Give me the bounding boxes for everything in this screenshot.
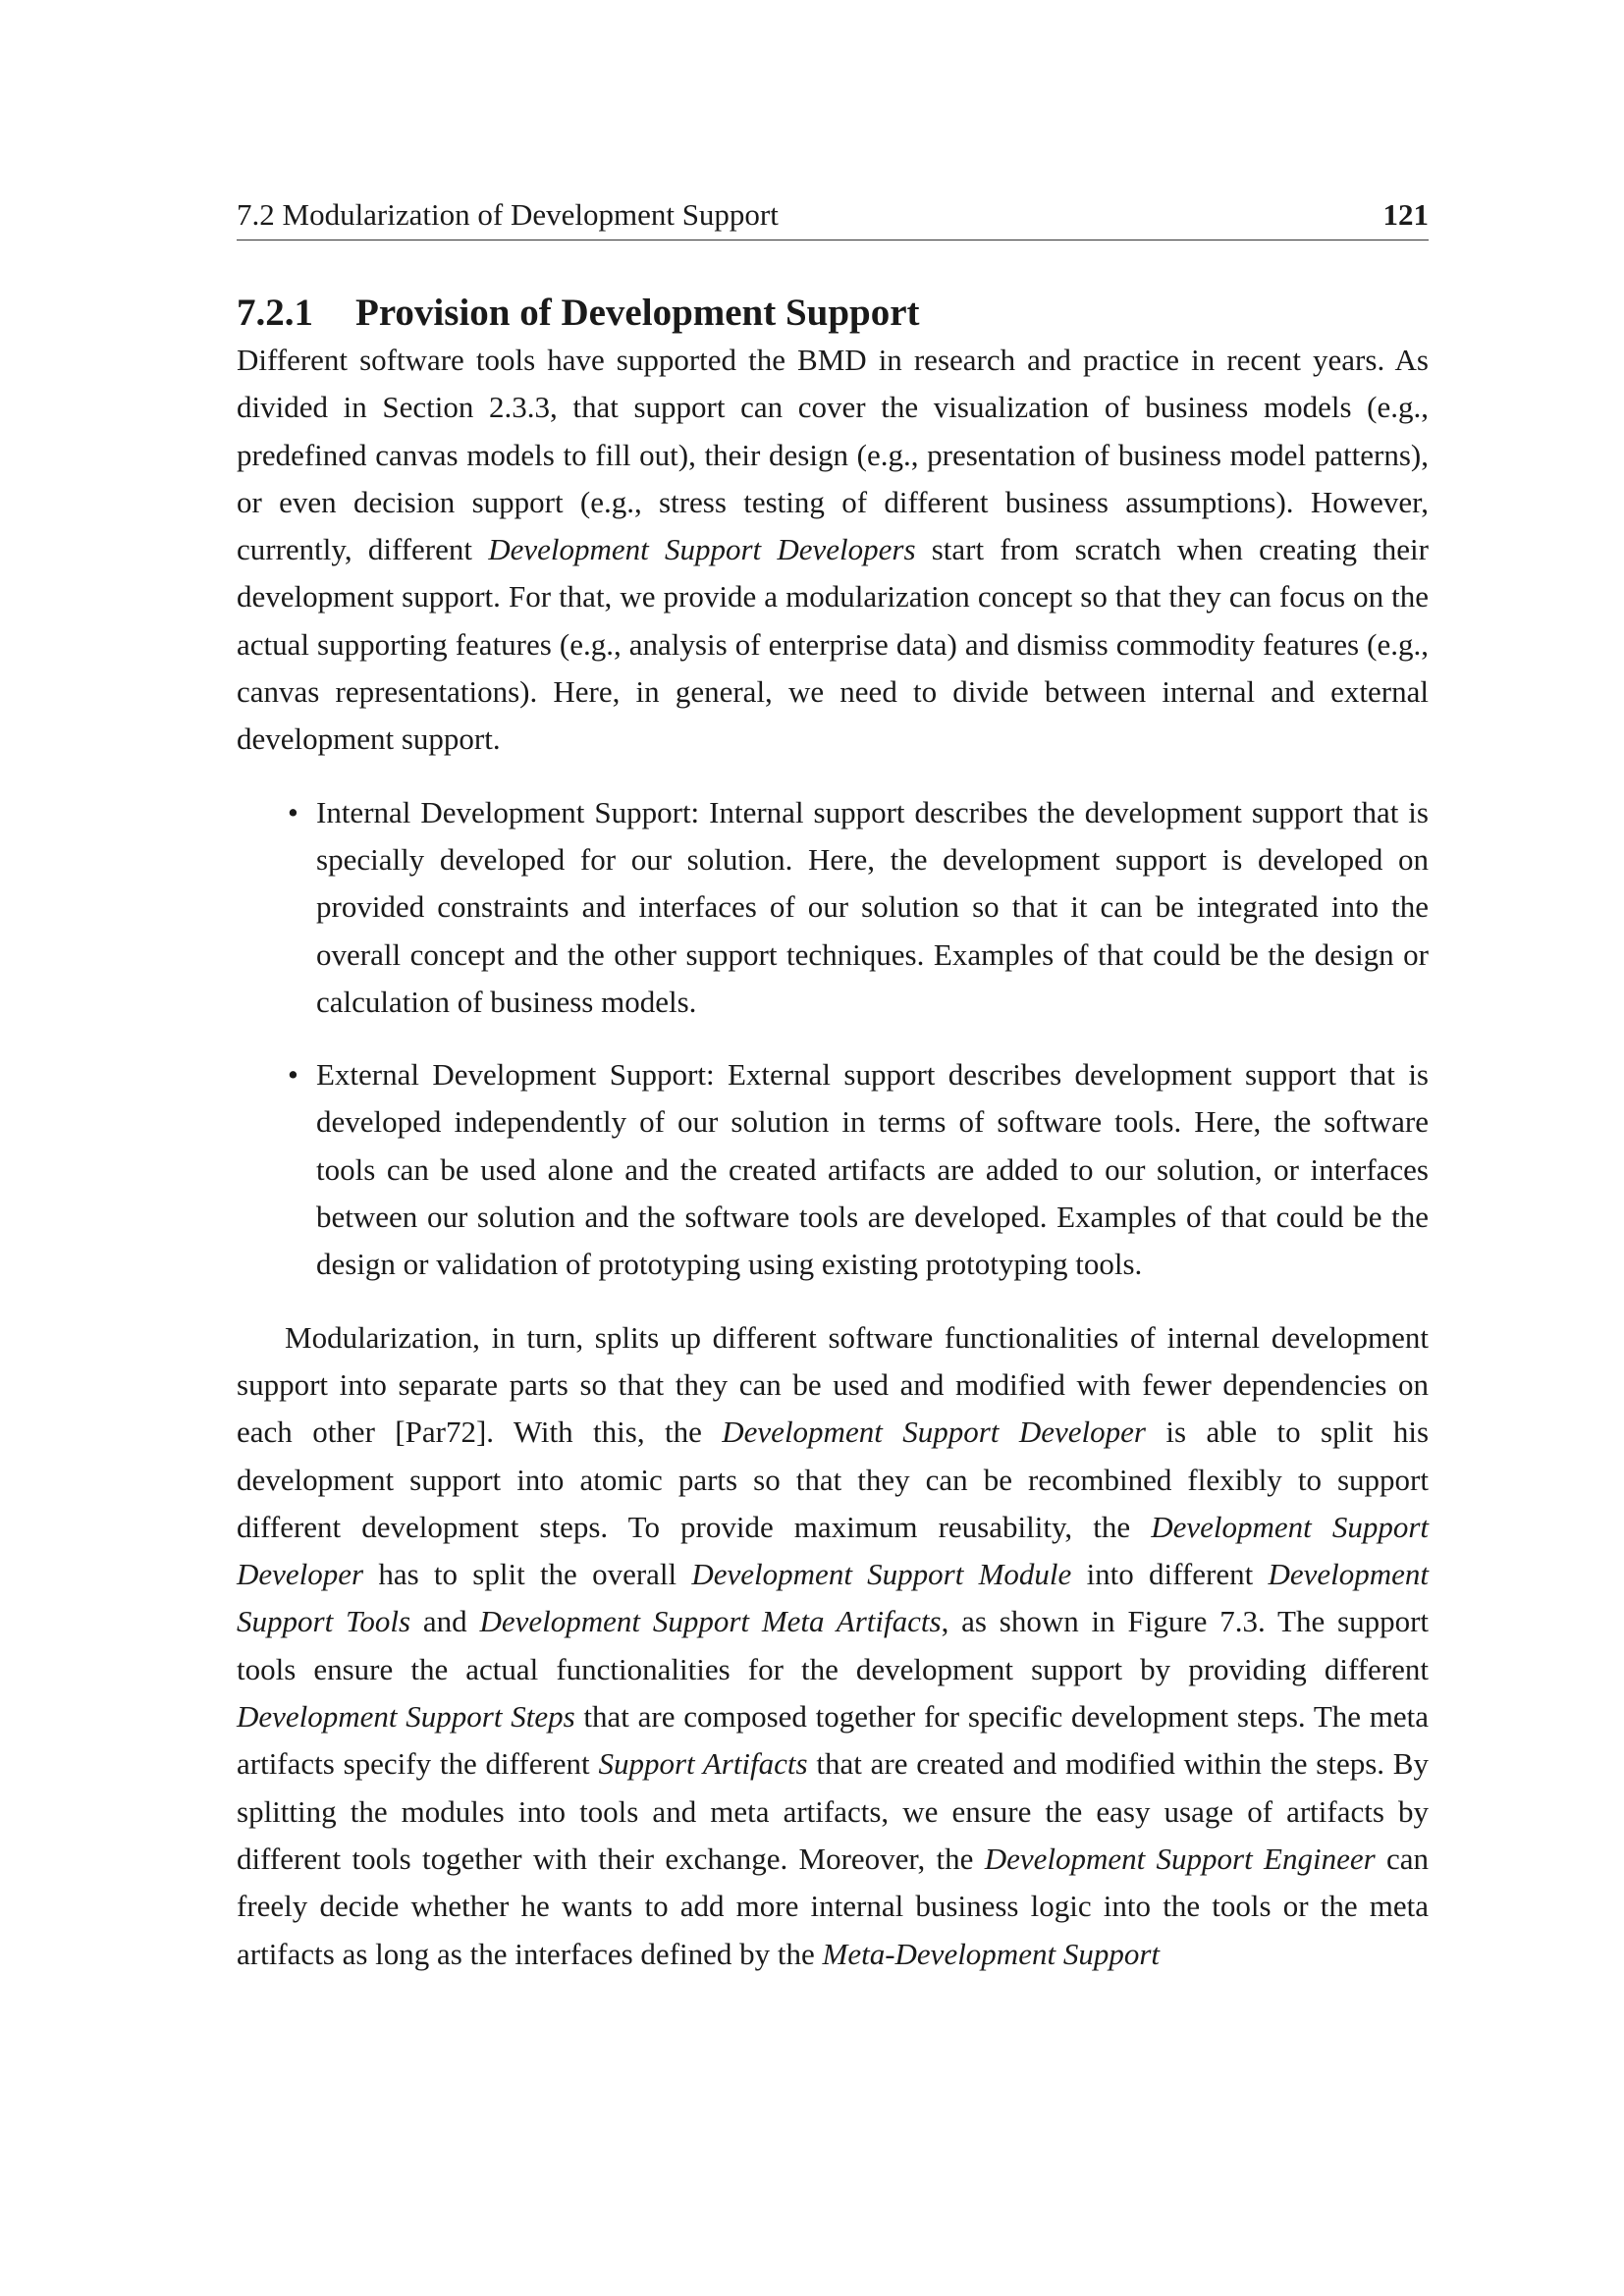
- list-item-internal-support: [288, 789, 1429, 1026]
- section-number: 7.2.1: [237, 292, 313, 334]
- para-emphasis: Development Support Developer: [237, 1509, 1429, 1592]
- para-emphasis: Development Support Steps: [237, 1699, 575, 1735]
- para-text: Modularization, in turn, splits up different software functionalities of internal development support into separate parts so that they can be used and modified with fewer dependencies on each other [Par72]. With this, the: [237, 1319, 1429, 1450]
- page-number: 121: [1382, 197, 1429, 232]
- bullet-list: [237, 789, 1429, 1289]
- section-title: Provision of Development Support: [355, 292, 920, 334]
- page: [237, 196, 1429, 1978]
- para-text: can freely decide whether he wants to add more internal business logic into the tools or the meta artifacts as long as the interfaces defined by the: [237, 1841, 1429, 1971]
- para-text: that are created and modified within the steps. By splitting the modules into tools and meta artifacts, we ensure the easy usage of artifacts by different tools together with their exchange. Moreover, the: [237, 1746, 1429, 1876]
- para-text: and: [410, 1604, 480, 1639]
- para-text: into different: [1071, 1557, 1269, 1592]
- para-emphasis: Development Support Engineer: [984, 1841, 1376, 1876]
- para-emphasis: Support Artifacts: [598, 1746, 808, 1782]
- para-emphasis: Development Support Tools: [237, 1557, 1429, 1639]
- para-text: is able to split his development support into atomic parts so that they can be recombined flexibly to support different development steps. To provide maximum reusability, the: [237, 1415, 1430, 1544]
- para-text: that are composed together for specific development steps. The meta artifacts specify the different: [237, 1699, 1430, 1782]
- section-heading: [237, 290, 1429, 337]
- bullet-icon: •: [288, 794, 298, 829]
- intro-text-1: Different software tools have supported the BMD in research and practice in recent years. As divided in Section 2.3.3, that support can cover the visualization of business models (e.g., predefined canvas models to fill out), their design (e.g., presentation of business model patterns), or even decision support (e.g., stress testing of different business assumptions). However, currently, different: [237, 343, 1429, 567]
- list-item-text: Internal Development Support: Internal support describes the development support that is specially developed for our solution. Here, the development support is developed on provided constraints and interfaces of our solution so that it can be integrated into the overall concept and the other support techniques. Examples of that could be the design or calculation of business models.: [316, 794, 1429, 1019]
- para-emphasis: Development Support Module: [691, 1557, 1072, 1592]
- para-emphasis: Development Support Developer: [722, 1415, 1146, 1450]
- section-body: [237, 337, 1429, 1978]
- para-emphasis: Meta-Development Support: [822, 1936, 1160, 1971]
- list-item-external-support: [288, 1051, 1429, 1288]
- para-emphasis: Development Support Meta Artifacts: [479, 1604, 942, 1639]
- modularization-paragraph: [237, 1314, 1429, 1978]
- list-item-text: External Development Support: External support describes development support that is developed independently of our solution in terms of software tools. Here, the software tools can be used alone and the created artifacts are added to our solution, or interfaces between our solution and the software tools are developed. Examples of that could be the design or validation of prototyping using existing prototyping tools.: [316, 1057, 1429, 1282]
- bullet-icon: •: [288, 1057, 298, 1093]
- para-text: , as shown in Figure 7.3. The support tools ensure the actual functionalities for the development support by providing different: [237, 1604, 1430, 1686]
- running-header-title: 7.2 Modularization of Development Support: [237, 197, 779, 232]
- running-header: [237, 196, 1429, 240]
- intro-text-2: start from scratch when creating their development support. For that, we provide a modularization concept so that they can focus on the actual supporting features (e.g., analysis of enterprise data) and dismiss commodity features (e.g., canvas representations). Here, in general, we need to divide between internal and external development support.: [237, 532, 1429, 757]
- intro-emphasis-1: Development Support Developers: [488, 532, 916, 567]
- intro-paragraph: [237, 337, 1429, 764]
- para-text: has to split the overall: [363, 1557, 692, 1592]
